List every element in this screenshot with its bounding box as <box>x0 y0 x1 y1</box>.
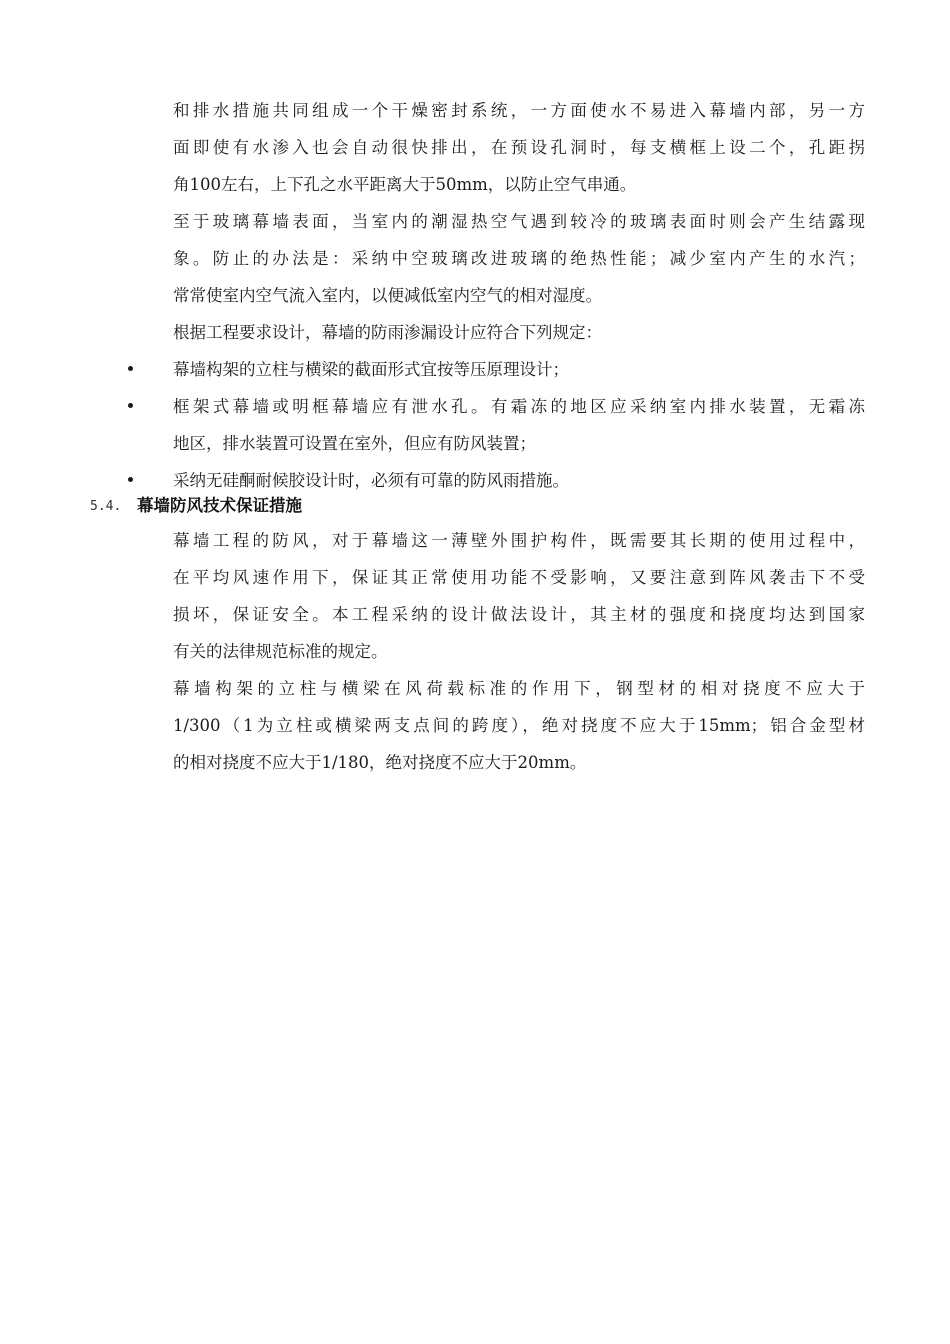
text-line: 框架式幕墙或明框幕墙应有泄水孔。有霜冻的地区应采纳室内排水装置，无霜冻 <box>173 397 865 416</box>
text-line: 1/300（1为立柱或横梁两支点间的跨度），绝对挠度不应大于15mm；铝合金型材 <box>173 716 865 735</box>
text-line: 幕墙构架的立柱与横梁在风荷载标准的作用下，钢型材的相对挠度不应大于 <box>173 679 865 698</box>
text-line: 采纳无硅酮耐候胶设计时，必须有可靠的防风雨措施。 <box>173 471 569 490</box>
text-line: 在平均风速作用下，保证其正常使用功能不受影响，又要注意到阵风袭击下不受 <box>173 568 865 587</box>
text-line: 根据工程要求设计，幕墙的防雨渗漏设计应符合下列规定： <box>173 323 602 342</box>
bullet-icon <box>128 477 133 482</box>
text-line: 至于玻璃幕墙表面，当室内的潮湿热空气遇到较冷的玻璃表面时则会产生结露现 <box>173 212 865 231</box>
text-line: 和排水措施共同组成一个干燥密封系统，一方面使水不易进入幕墙内部，另一方 <box>173 101 865 120</box>
paragraph-condensation <box>173 203 865 314</box>
text-line: 象。防止的办法是：采纳中空玻璃改进玻璃的绝热性能；减少室内产生的水汽； <box>173 249 865 268</box>
section-number: 5.4. <box>90 499 122 514</box>
paragraph-drainage <box>173 92 865 203</box>
text-line: 幕墙构架的立柱与横梁的截面形式宜按等压原理设计； <box>173 360 569 379</box>
section-title: 幕墙防风技术保证措施 <box>137 496 302 515</box>
text-line: 面即使有水渗入也会自动很快排出，在预设孔洞时，每支横框上设二个，孔距拐 <box>173 138 865 157</box>
text-line: 地区，排水装置可设置在室外，但应有防风装置； <box>173 434 536 453</box>
paragraph-deflection <box>173 670 865 781</box>
text-line: 幕墙工程的防风，对于幕墙这一薄壁外围护构件，既需要其长期的使用过程中， <box>173 531 865 550</box>
text-line: 损坏，保证安全。本工程采纳的设计做法设计，其主材的强度和挠度均达到国家 <box>173 605 865 624</box>
bullet-icon <box>128 403 133 408</box>
bullet-icon <box>128 366 133 371</box>
text-line: 角100左右，上下孔之水平距离大于50mm，以防止空气串通。 <box>173 175 637 194</box>
text-line: 常常使室内空气流入室内，以便减低室内空气的相对湿度。 <box>173 286 602 305</box>
paragraph-wind-resistance <box>173 522 865 670</box>
text-line: 有关的法律规范标准的规定。 <box>173 642 388 661</box>
paragraph-rain-requirements <box>173 314 865 351</box>
list-item <box>173 351 865 388</box>
text-line: 的相对挠度不应大于1/180，绝对挠度不应大于20mm。 <box>173 753 587 772</box>
list-item <box>173 388 865 462</box>
